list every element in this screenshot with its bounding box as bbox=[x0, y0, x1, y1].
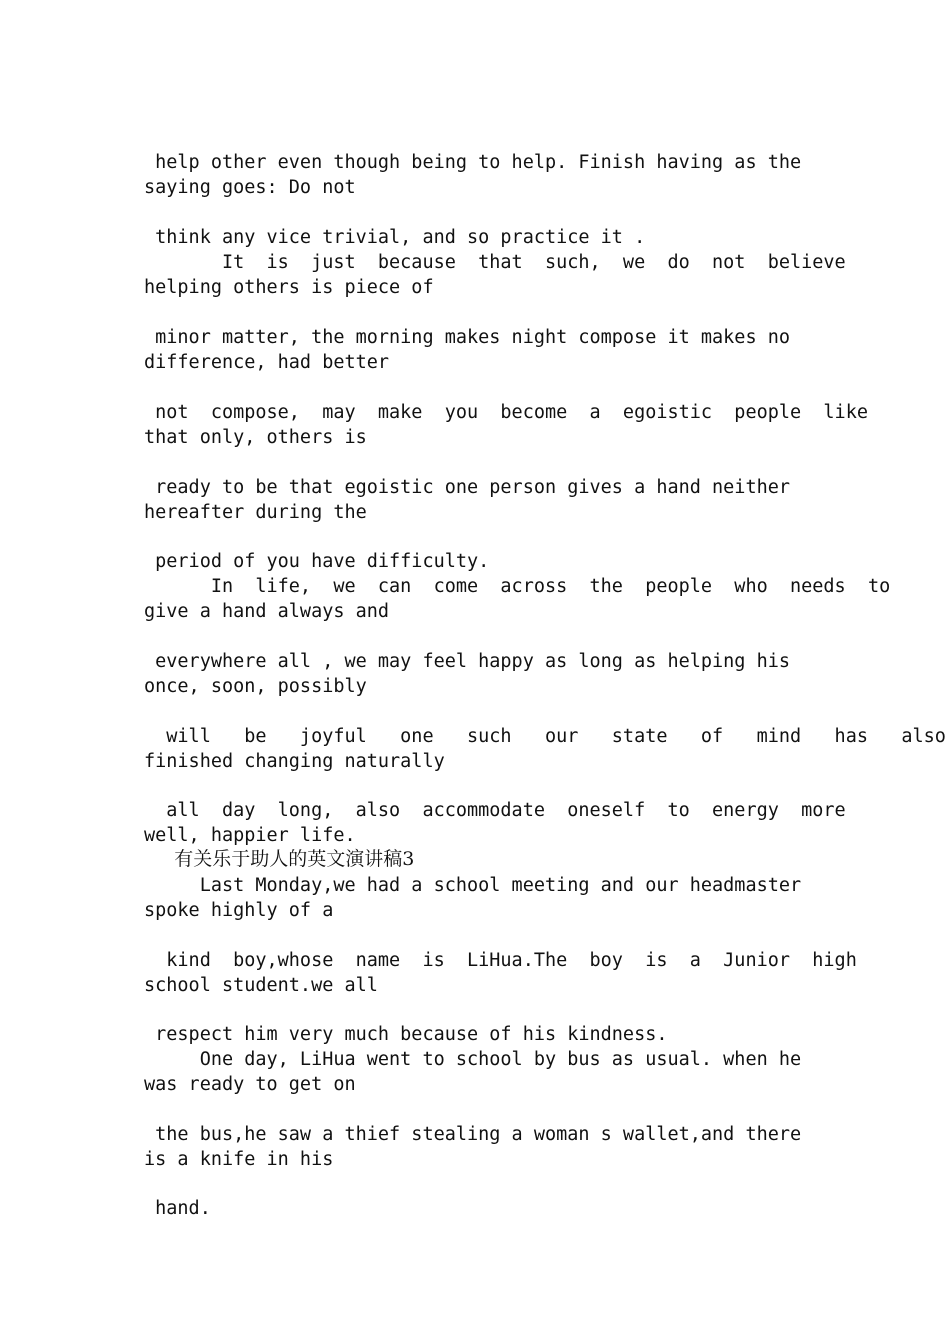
text-line: will be joyful one such our state of mind has also bbox=[144, 726, 946, 747]
text-line: everywhere all , we may feel happy as long as helping his bbox=[144, 651, 791, 672]
text-line: that only, others is bbox=[144, 427, 367, 448]
text-line: kind boy,whose name is LiHua.The boy is a Junior high bbox=[144, 950, 857, 971]
text-line: In life, we can come across the people who needs to bbox=[144, 576, 891, 597]
text-line: once, soon, possibly bbox=[144, 676, 367, 697]
text-line: school student.we all bbox=[144, 975, 378, 996]
text-line: was ready to get on bbox=[144, 1074, 356, 1095]
text-line: ready to be that egoistic one person gives a hand neither bbox=[144, 477, 791, 498]
text-line: saying goes: Do not bbox=[144, 177, 356, 198]
text-line: all day long, also accommodate oneself to energy more bbox=[144, 800, 846, 821]
text-line: minor matter, the morning makes night compose it makes no bbox=[144, 327, 791, 348]
text-line: not compose, may make you become a egoistic people like bbox=[144, 402, 868, 423]
text-line: give a hand always and bbox=[144, 601, 390, 622]
text-line: the bus,he saw a thief stealing a woman s wallet,and there bbox=[144, 1124, 802, 1145]
text-line: is a knife in his bbox=[144, 1149, 334, 1170]
section-heading: 有关乐于助人的英文演讲稿3 bbox=[144, 848, 415, 870]
text-line: hand. bbox=[144, 1198, 211, 1219]
text-line: well, happier life. bbox=[144, 825, 356, 846]
text-line: It is just because that such, we do not believe bbox=[144, 252, 846, 273]
text-line: hereafter during the bbox=[144, 502, 367, 523]
text-line: help other even though being to help. Finish having as the bbox=[144, 152, 802, 173]
text-line: Last Monday,we had a school meeting and our headmaster bbox=[144, 875, 802, 896]
text-line: respect him very much because of his kindness. bbox=[144, 1024, 668, 1045]
text-line: period of you have difficulty. bbox=[144, 551, 490, 572]
text-line: finished changing naturally bbox=[144, 751, 445, 772]
text-line: One day, LiHua went to school by bus as usual. when he bbox=[144, 1049, 802, 1070]
text-line: difference, had better bbox=[144, 352, 390, 373]
text-line: helping others is piece of bbox=[144, 277, 434, 298]
text-line: spoke highly of a bbox=[144, 900, 334, 921]
text-line: think any vice trivial, and so practice it . bbox=[144, 227, 646, 248]
